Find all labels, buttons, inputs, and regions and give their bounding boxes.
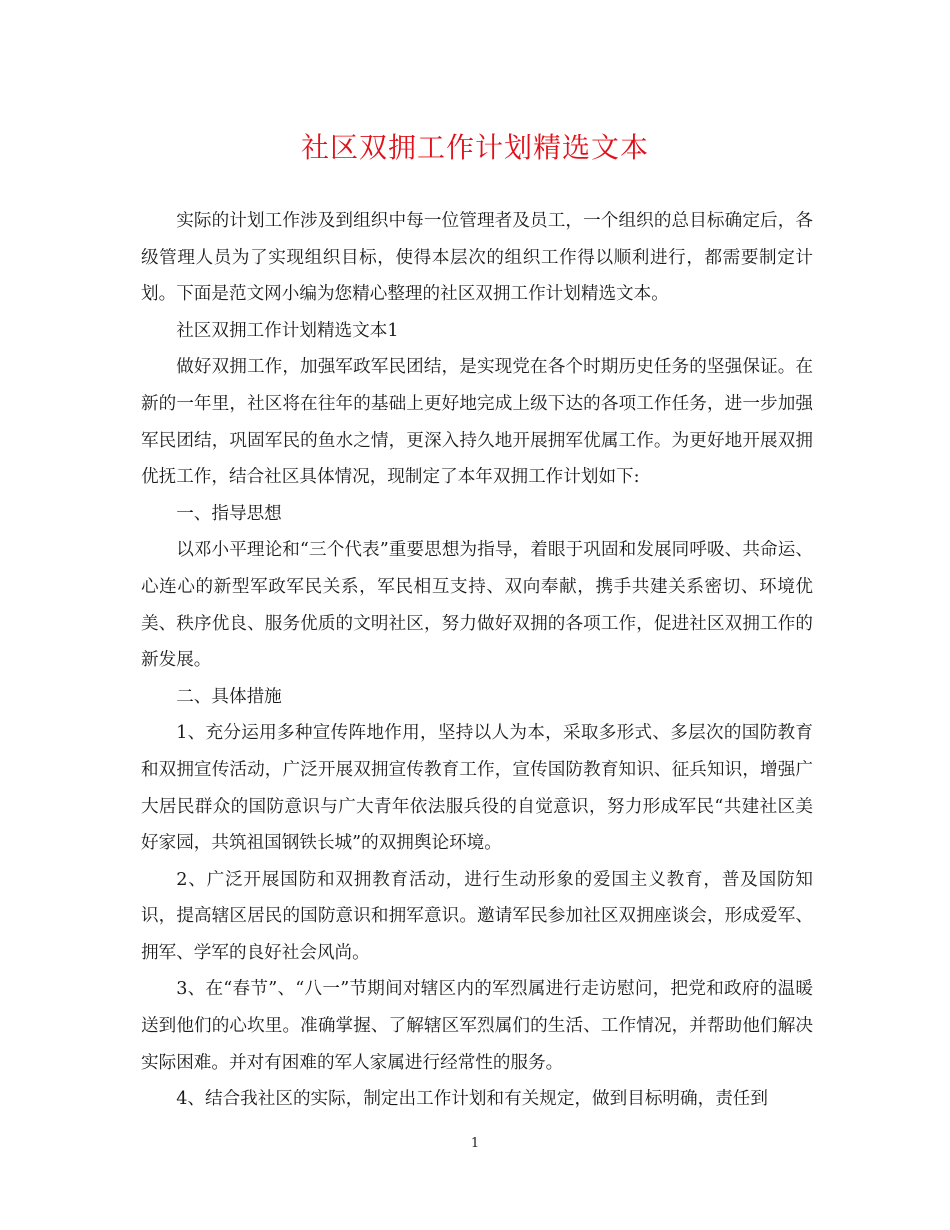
intro-paragraph: 实际的计划工作涉及到组织中每一位管理者及员工，一个组织的总目标确定后，各级管理人员为了实现组织目标，使得本层次的组织工作得以顺利进行，都需要制定计划。下面是范文网小编为您精心整理的社区双拥工作计划精选文本。 — [141, 211, 813, 305]
heading-specific-measures: 二、具体措施 — [176, 686, 282, 707]
document-title: 社区双拥工作计划精选文本 — [300, 131, 649, 164]
page-number: 1 — [470, 1136, 480, 1151]
document-body — [141, 203, 813, 1118]
body-paragraph: 以邓小平理论和“三个代表”重要思想为指导，着眼于巩固和发展同呼吸、共命运、心连心的新型军政军民关系，军民相互支持、双向奉献，携手共建关系密切、环境优美、秩序优良、服务优质的文明社区，努力做好双拥的各项工作，促进社区双拥工作的新发展。 — [141, 540, 813, 671]
section-heading-text-1: 社区双拥工作计划精选文本1 — [176, 320, 399, 341]
heading-guiding-ideology: 一、指导思想 — [176, 503, 282, 524]
measure-item-4: 4、结合我社区的实际，制定出工作计划和有关规定，做到目标明确，责任到 — [176, 1089, 768, 1110]
measure-item-3: 3、在“春节”、“八一”节期间对辖区内的军烈属进行走访慰问，把党和政府的温暖送到他们的心坎里。准确掌握、了解辖区军烈属们的生活、工作情况，并帮助他们解决实际困难。并对有困难的军人家属进行经常性的服务。 — [141, 979, 813, 1073]
body-paragraph: 做好双拥工作，加强军政军民团结，是实现党在各个时期历史任务的坚强保证。在新的一年里，社区将在往年的基础上更好地完成上级下达的各项工作任务，进一步加强军民团结，巩固军民的鱼水之情，更深入持久地开展拥军优属工作。为更好地开展双拥优抚工作，结合社区具体情况，现制定了本年双拥工作计划如下: — [141, 357, 813, 488]
measure-item-1: 1、充分运用多种宣传阵地作用，坚持以人为本，采取多形式、多层次的国防教育和双拥宣传活动，广泛开展双拥宣传教育工作，宣传国防教育知识、征兵知识，增强广大居民群众的国防意识与广大青年依法服兵役的自觉意识，努力形成军民“共建社区美好家园，共筑祖国钢铁长城”的双拥舆论环境。 — [141, 723, 813, 854]
measure-item-2: 2、广泛开展国防和双拥教育活动，进行生动形象的爱国主义教育，普及国防知识，提高辖区居民的国防意识和拥军意识。邀请军民参加社区双拥座谈会，形成爱军、拥军、学军的良好社会风尚。 — [141, 869, 813, 963]
